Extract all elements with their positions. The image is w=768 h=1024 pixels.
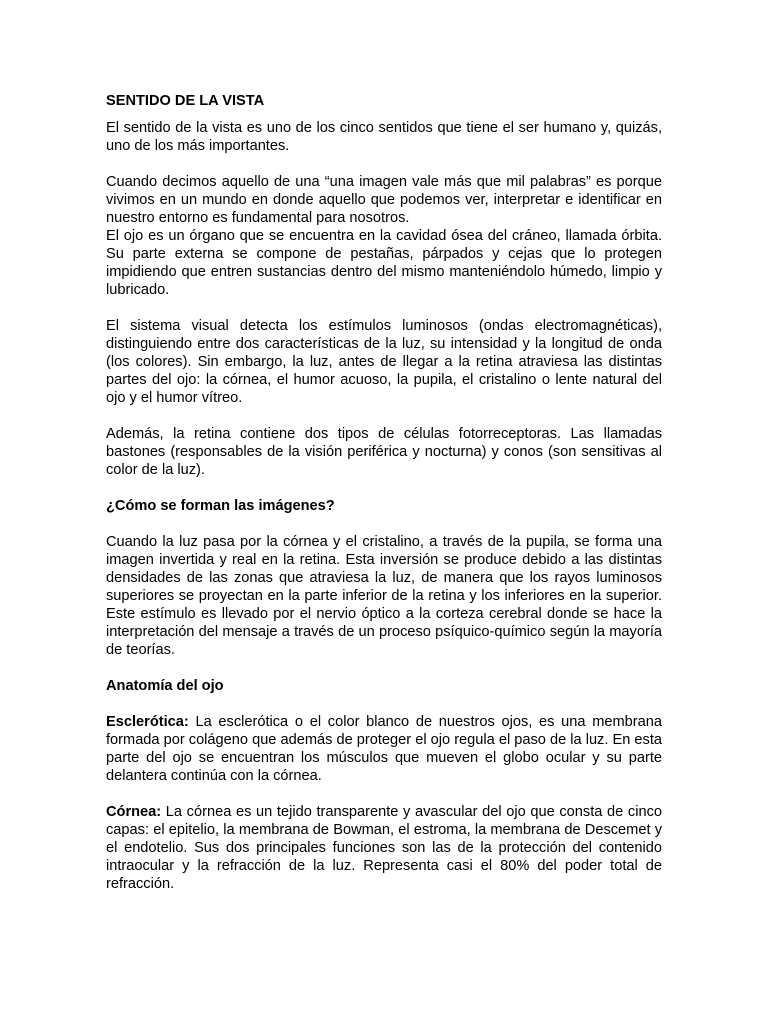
paragraph-spacer bbox=[106, 524, 662, 533]
sclera-text: La esclerótica o el color blanco de nuestros ojos, es una membrana formada por colágeno que además de proteger el ojo regula el paso de la luz. En esta parte del ojo se encuentran los músculos que mueven el globo ocular y su parte delantera continúa con la córnea. bbox=[106, 714, 662, 784]
cornea-paragraph bbox=[106, 803, 662, 893]
section-heading-image-formation: ¿Cómo se forman las imágenes? bbox=[106, 498, 335, 514]
paragraph-spacer bbox=[106, 299, 662, 317]
section-heading-eye-anatomy: Anatomía del ojo bbox=[106, 678, 224, 694]
image-quote-paragraph: Cuando decimos aquello de una “una imagen vale más que mil palabras” es porque vivimos en un mundo en donde aquello que podemos ver, interpretar e identificar en nuestro entorno es fundamental para nosotros. bbox=[106, 174, 662, 226]
paragraph-spacer bbox=[106, 479, 662, 497]
sclera-term: Esclerótica: bbox=[106, 714, 189, 730]
paragraph-spacer bbox=[106, 155, 662, 173]
document-page bbox=[106, 92, 662, 893]
image-formation-paragraph: Cuando la luz pasa por la córnea y el cristalino, a través de la pupila, se forma una imagen invertida y real en la retina. Esta inversión se produce debido a las distintas densidades de las zonas que atraviesa la luz, de manera que los rayos luminosos superiores se proyectan en la parte inferior de la retina y los inferiores en la superior. Este estímulo es llevado por el nervio óptico a la corteza cerebral donde se hace la interpretación del mensaje a través de un proceso psíquico-químico según la mayoría de teorías. bbox=[106, 534, 662, 658]
paragraph-spacer bbox=[106, 407, 662, 425]
sclera-paragraph bbox=[106, 713, 662, 785]
document-title: SENTIDO DE LA VISTA bbox=[106, 93, 265, 109]
eye-organ-paragraph: El ojo es un órgano que se encuentra en la cavidad ósea del cráneo, llamada órbita. Su parte externa se compone de pestañas, párpados y cejas que lo protegen impidiendo que entren sustancias dentro del mismo manteniéndolo húmedo, limpio y lubricado. bbox=[106, 228, 662, 298]
paragraph-spacer bbox=[106, 659, 662, 677]
cornea-term: Córnea: bbox=[106, 804, 162, 820]
visual-system-paragraph: El sistema visual detecta los estímulos luminosos (ondas electromagnéticas), distinguiendo entre dos características de la luz, su intensidad y la longitud de onda (los colores). Sin embargo, la luz, antes de llegar a la retina atraviesa las distintas partes del ojo: la córnea, el humor acuoso, la pupila, el cristalino o lente natural del ojo y el humor vítreo. bbox=[106, 318, 662, 406]
retina-paragraph: Además, la retina contiene dos tipos de células fotorreceptoras. Las llamadas bastones (responsables de la visión periférica y nocturna) y conos (son sensitivas al color de la luz). bbox=[106, 426, 662, 478]
intro-paragraph: El sentido de la vista es uno de los cinco sentidos que tiene el ser humano y, quizás, uno de los más importantes. bbox=[106, 120, 662, 154]
paragraph-spacer bbox=[106, 785, 662, 803]
paragraph-spacer bbox=[106, 704, 662, 713]
cornea-text: La córnea es un tejido transparente y avascular del ojo que consta de cinco capas: el epitelio, la membrana de Bowman, el estroma, la membrana de Descemet y el endotelio. Sus dos principales funciones son las de la protección del contenido intraocular y la refracción de la luz. Representa casi el 80% del poder total de refracción. bbox=[106, 804, 662, 892]
